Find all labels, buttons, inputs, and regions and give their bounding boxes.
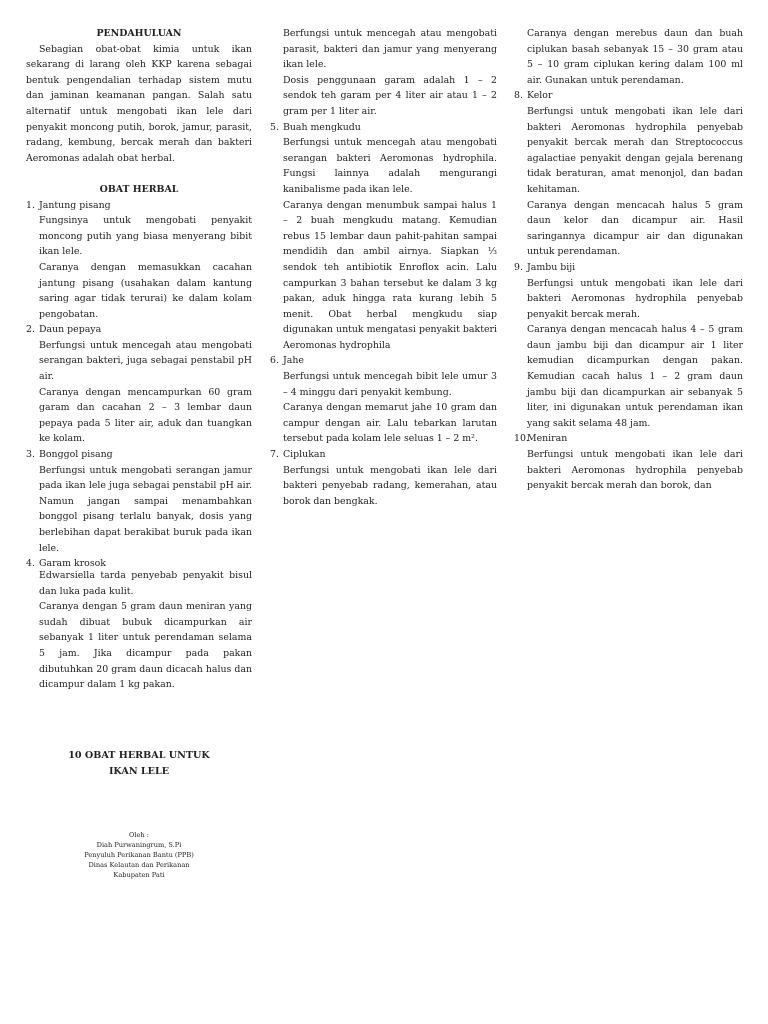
item-paragraph: Caranya dengan merebus daun dan buah ciplukan basah sebanyak 15 – 30 gram atau 5 – 10 gram ciplukan kering dalam 100 ml air. Gunakan untuk perendaman. [527,28,743,86]
herbal-item-1: 1. Jantung pisang Fungsinya untuk mengobati penyakit moncong putih yang biasa menyerang bibit ikan lele. Caranya dengan memasukkan cacahan jantung pisang (usahakan dalam kantung saring agar tidak terurai) ke dalam kolam pengobatan. [26,198,252,323]
item-paragraph: Berfungsi untuk mencegah atau mengobati serangan bakteri, juga sebagai penstabil pH air. [39,339,252,383]
herbal-item-6: 6. Jahe Berfungsi untuk mencegah bibit lele umur 3 – 4 minggu dari penyakit kembung. Caranya dengan memarut jahe 10 gram dan campur dengan air. Lalu tebarkan larutan tersebut pada kolam lele seluas 1 – 2 m². [270,353,497,447]
item-paragraph: Berfungsi untuk mengobati ikan lele dari bakteri penyebab radang, kemerahan, atau borok dan bengkak. [283,464,497,507]
item-paragraph: Caranya dengan mencacah halus 4 – 5 gram daun jambu biji dan dicampur air 1 liter kemudian dicampurkan dengan pakan. Kemudian cacah halus 1 – 2 gram daun jambu biji dan dicampurkan air sebanyak 5 liter, ini digunakan untuk perendaman ikan yang sakit selama 48 jam. [527,324,743,429]
cover-title: 10 OBAT HERBAL UNTUK IKAN LELE [68,750,210,777]
item-paragraph: Berfungsi untuk mengobati ikan lele dari bakteri Aeromonas hydrophila penyebab penyakit bercak merah dan borok, dan [527,449,743,492]
credits-region: Kabupaten Pati [113,871,165,879]
item-paragraph: Berfungsi untuk mencegah atau mengobati parasit, bakteri dan jamur yang menyerang ikan lele. [283,28,497,71]
column-right [514,26,743,494]
column-left [26,26,252,572]
column-left-continued [26,568,252,693]
item-title: Meniran [527,433,568,445]
item-paragraph: Caranya dengan memasukkan cacahan jantung pisang (usahakan dalam kantung saring agar tidak terurai) ke dalam kolam pengobatan. [39,261,252,320]
column-middle [270,26,497,509]
item-title: Garam krosok [39,558,106,570]
intro-paragraph: Sebagian obat-obat kimia untuk ikan sekarang di larang oleh KKP karena sebagai bentuk pengendalian terhadap sistem mutu dan jaminan keamanan pangan. Salah satu alternatif untuk mengobati ikan lele dari penyakit moncong putih, borok, jamur, parasit, radang, kembung, bercak merah dan bakteri Aeromonas adalah obat herbal. [26,43,252,164]
item-paragraph: Dosis penggunaan garam adalah 1 – 2 sendok teh garam per 4 liter air atau 1 – 2 gram per 1 liter air. [283,74,497,117]
herbal-item-4-continued [270,26,497,120]
item-title: Bonggol pisang [39,449,113,461]
item-paragraph: Berfungsi untuk mencegah atau mengobati serangan bakteri Aeromonas hydrophila. Fungsi lainnya adalah mengurangi kanibalisme pada ikan lele. [283,137,497,195]
herbal-item-10-continued [26,568,252,693]
item-paragraph: Caranya dengan mencampurkan 60 gram garam dan cacahan 2 – 3 lembar daun pepaya pada 5 liter air, aduk dan tuangkan ke kolam. [39,386,252,445]
intro-heading: PENDAHULUAN [96,28,182,39]
item-title: Kelor [527,90,553,102]
herbal-item-3: 3. Bonggol pisang Berfungsi untuk mengobati serangan jamur pada ikan lele juga sebagai penstabil pH air. Namun jangan sampai menambahkan bonggol pisang terlalu banyak, dosis yang berlebihan dapat berakibat buruk pada ikan lele. [26,447,252,556]
item-title: Ciplukan [283,449,326,461]
credits-author: Diah Purwaningrum, S.Pi [96,841,182,849]
item-title: Daun pepaya [39,324,102,336]
herbal-item-10: 10. Meniran Berfungsi untuk mengobati ikan lele dari bakteri Aeromonas hydrophila penyebab penyakit bercak merah dan borok, dan [514,431,743,493]
item-paragraph: Caranya dengan memarut jahe 10 gram dan campur dengan air. Lalu tebarkan larutan tersebut pada kolam lele seluas 1 – 2 m². [283,402,497,445]
herbal-item-2: 2. Daun pepaya Berfungsi untuk mencegah atau mengobati serangan bakteri, juga sebagai penstabil pH air. Caranya dengan mencampurkan 60 gram garam dan cacahan 2 – 3 lembar daun pepaya pada 5 liter air, aduk dan tuangkan ke kolam. [26,322,252,447]
item-paragraph: Fungsinya untuk mengobati penyakit moncong putih yang biasa menyerang bibit ikan lele. [39,215,252,258]
credits-by: Oleh : [129,831,149,839]
herbal-heading: OBAT HERBAL [99,183,179,195]
item-paragraph: Berfungsi untuk mengobati serangan jamur pada ikan lele juga sebagai penstabil pH air. Namun jangan sampai menambahkan bonggol pisang terlalu banyak, dosis yang berlebihan dapat berakibat buruk pada ikan lele. [39,464,252,554]
item-title: Jambu biji [527,261,576,273]
item-paragraph: Caranya dengan 5 gram daun meniran yang sudah dibuat bubuk dicampurkan air sebanyak 1 liter untuk perendaman selama 5 jam. Jika dicampur pada pakan dibutuhkan 20 gram daun dicacah halus dan dicampur dalam 1 kg pakan. [39,601,252,691]
item-title: Jahe [283,355,304,367]
herbal-item-8: 8. Kelor Berfungsi untuk mengobati ikan lele dari bakteri Aeromonas hydrophila penyebab penyakit bercak merah dan Streptococcus agalactiae penyakit dengan gejala berenang tidak beraturan, amat menonjol, dan badan kehitaman. Caranya dengan mencacah halus 5 gram daun kelor dan dicampur air. Hasil saringannya dicampur air dan digunakan untuk perendaman. [514,88,743,260]
herbal-item-4: 4. Garam krosok [26,556,252,572]
herbal-item-9: 9. Jambu biji Berfungsi untuk mengobati ikan lele dari bakteri Aeromonas hydrophila penyebab penyakit bercak merah. Caranya dengan mencacah halus 4 – 5 gram daun jambu biji dan dicampur air 1 liter kemudian dicampurkan dengan pakan. Kemudian cacah halus 1 – 2 gram daun jambu biji dan dicampurkan air sebanyak 5 liter, ini digunakan untuk perendaman ikan yang sakit selama 48 jam. [514,260,743,432]
item-paragraph: Caranya dengan menumbuk sampai halus 1 – 2 buah mengkudu matang. Kemudian rebus 15 lembar daun pahit-pahitan sampai mendidih dan ambil airnya. Siapkan ⅓ sendok teh antibiotik Enroflox acin. Lalu campurkan 3 bahan tersebut ke dalam 3 kg pakan, aduk hingga rata kurang lebih 5 menit. Obat herbal mengkudu siap digunakan untuk mengatasi penyakit bakteri Aeromonas hydrophila [283,199,497,351]
item-title: Buah mengkudu [283,121,361,133]
item-paragraph: Berfungsi untuk mengobati ikan lele dari bakteri Aeromonas hydrophila penyebab penyakit bercak merah. [527,277,743,320]
credits [26,830,252,880]
credits-office: Dinas Kelautan dan Perikanan [88,861,190,869]
herbal-item-5: 5. Buah mengkudu Berfungsi untuk mencegah atau mengobati serangan bakteri Aeromonas hydrophila. Fungsi lainnya adalah mengurangi kanibalisme pada ikan lele. Caranya dengan menumbuk sampai halus 1 – 2 buah mengkudu matang. Kemudian rebus 15 lembar daun pahit-pahitan sampai mendidih dan ambil airnya. Siapkan ⅓ sendok teh antibiotik Enroflox acin. Lalu campurkan 3 bahan tersebut ke dalam 3 kg pakan, aduk hingga rata kurang lebih 5 menit. Obat herbal mengkudu siap digunakan untuk mengatasi penyakit bakteri Aeromonas hydrophila [270,120,497,354]
credits-role: Penyuluh Perikanan Bantu (PPB) [84,851,194,859]
herbal-item-7: 7. Ciplukan Berfungsi untuk mengobati ikan lele dari bakteri penyebab radang, kemerahan, atau borok dan bengkak. [270,447,497,509]
item-paragraph: Berfungsi untuk mencegah bibit lele umur 3 – 4 minggu dari penyakit kembung. [283,371,497,398]
item-title: Jantung pisang [39,199,111,211]
item-paragraph: Edwarsiella tarda penyebab penyakit bisul dan luka pada kulit. [39,570,252,597]
herbal-item-7-continued [514,26,743,88]
item-paragraph: Caranya dengan mencacah halus 5 gram daun kelor dan dicampur air. Hasil saringannya dicampur air dan digunakan untuk perendaman. [527,199,743,258]
item-paragraph: Berfungsi untuk mengobati ikan lele dari bakteri Aeromonas hydrophila penyebab penyakit bercak merah dan Streptococcus agalactiae penyakit dengan gejala berenang tidak beraturan, amat menonjol, dan badan kehitaman. [527,105,743,195]
